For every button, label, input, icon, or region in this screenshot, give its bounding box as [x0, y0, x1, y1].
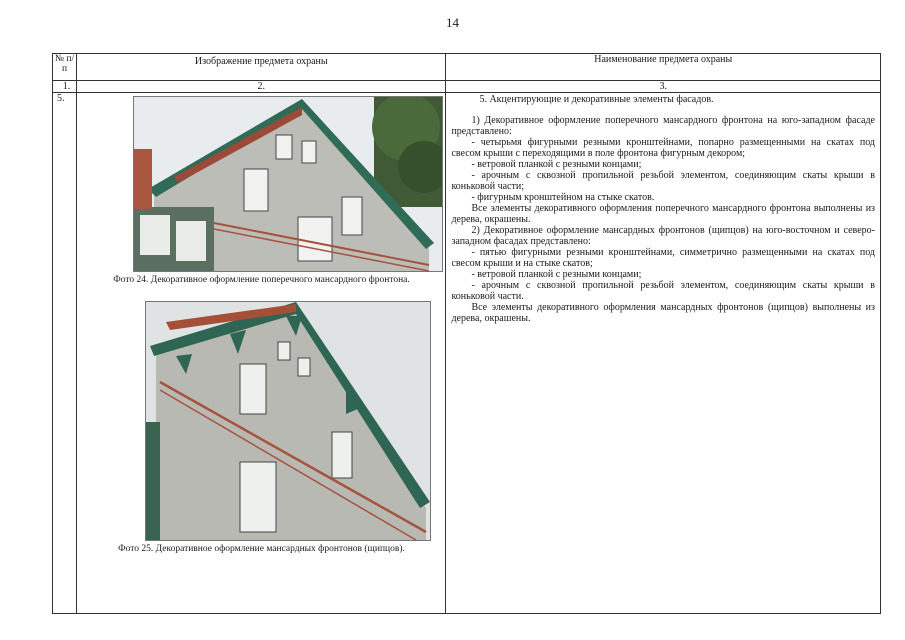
- col-number-2: 2.: [77, 81, 446, 93]
- paragraph-2-summary: Все элементы декоративного оформления мансардных фронтонов (щипцов) выполнены из дерева, окрашены.: [451, 302, 875, 324]
- row-number: 5.: [53, 93, 77, 614]
- column-number-row: [53, 81, 881, 93]
- image-cell: [77, 93, 446, 614]
- list-item: - пятью фигурными резными кронштейнами, симметрично размещенными на скатах под свесом крыши и на стыке скатов;: [451, 247, 875, 269]
- description-cell: [446, 93, 881, 614]
- header-name: Наименование предмета охраны: [446, 54, 881, 81]
- list-item: - ветровой планкой с резными концами;: [471, 159, 642, 170]
- list-item: - фигурным кронштейном на стыке скатов.: [471, 192, 655, 203]
- header-num: № п/п: [53, 54, 77, 81]
- photo-24-caption: Фото 24. Декоративное оформление поперечного мансардного фронтона.: [113, 275, 410, 285]
- photo-25: [145, 301, 431, 541]
- photo-25-image: [146, 302, 430, 540]
- paragraph-2: 2) Декоративное оформление мансардных фронтонов (щипцов) на юго-восточном и северо-западном фасадах представлено:: [451, 225, 875, 247]
- photo-24-image: [134, 97, 442, 271]
- paragraph-1: 1) Декоративное оформление поперечного мансардного фронтона на юго-западном фасаде представлено:: [451, 115, 875, 137]
- header-image: Изображение предмета охраны: [77, 54, 446, 81]
- protection-table: [52, 53, 881, 614]
- section-title: 5. Акцентирующие и декоративные элементы фасадов.: [479, 94, 714, 105]
- photo-24: [133, 96, 443, 272]
- col-number-3: 3.: [446, 81, 881, 93]
- table-row: [53, 93, 881, 614]
- list-item: - ветровой планкой с резными концами;: [471, 269, 642, 280]
- list-item: - арочным с сквозной пропильной резьбой элементом, соединяющим скаты крыши в коньковой части.: [451, 280, 875, 302]
- list-item: - арочным с сквозной пропильной резьбой элементом, соединяющим скаты крыши в коньковой части;: [451, 170, 875, 192]
- list-item: - четырьмя фигурными резными кронштейнами, попарно размещенными на скатах под свесом крыши с переходящими в поле фронтона фигурным декором;: [451, 137, 875, 159]
- paragraph-1-summary: Все элементы декоративного оформления поперечного мансардного фронтона выполнены из дерева, окрашены.: [451, 203, 875, 225]
- table-header-row: [53, 54, 881, 81]
- page-number: 14: [446, 15, 459, 30]
- col-number-1: 1.: [53, 81, 77, 93]
- photo-25-caption: Фото 25. Декоративное оформление мансардных фронтонов (щипцов).: [118, 544, 405, 554]
